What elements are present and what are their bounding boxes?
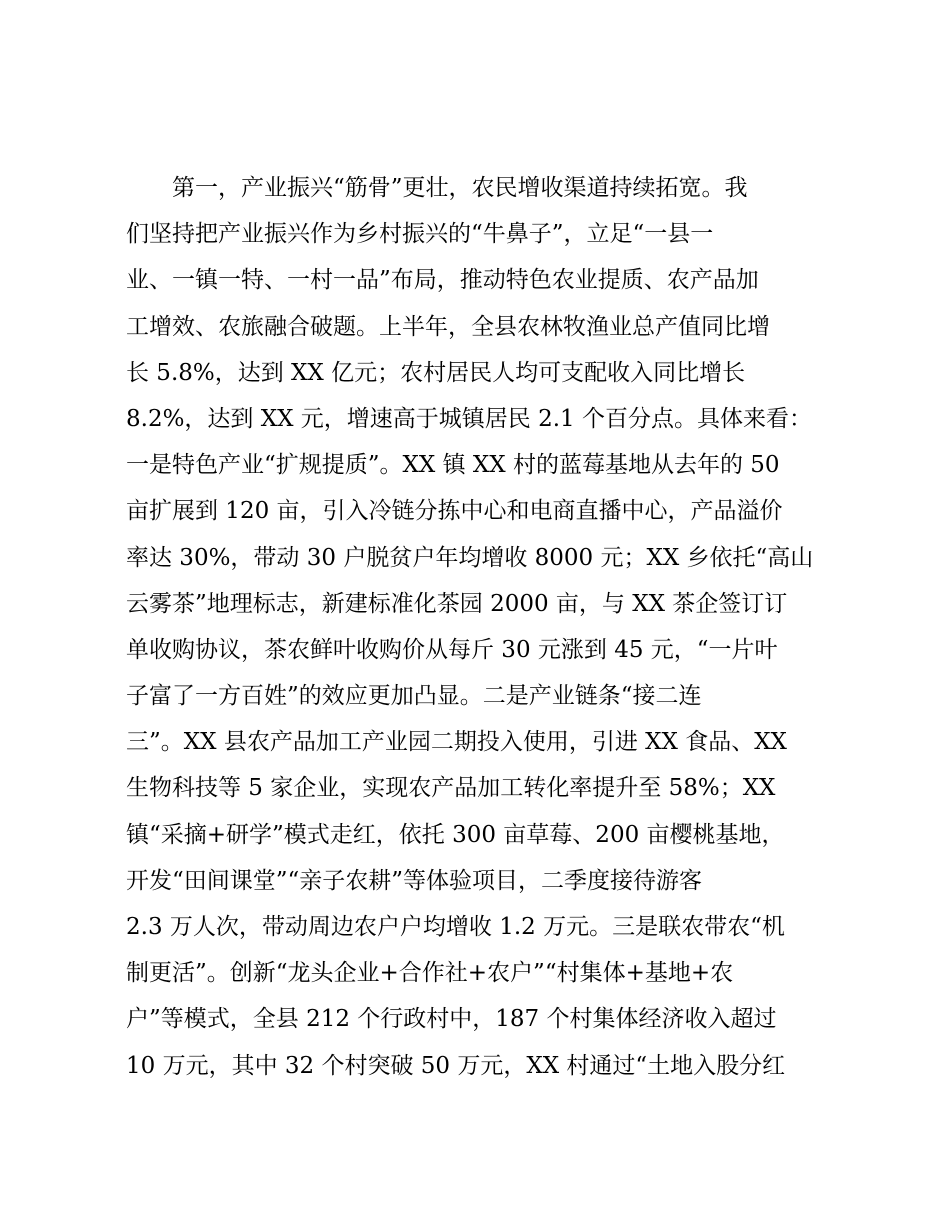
text-line: 生物科技等 5 家企业，实现农产品加工转化率提升至 58%；XX [126,775,776,802]
text-line: 率达 30%，带动 30 户脱贫户年均增收 8000 元；XX 乡依托“高山 [126,544,814,571]
text-line: 开发“田间课堂”“亲子农耕”等体验项目，二季度接待游客 [126,867,703,894]
text-line: 镇“采摘+研学”模式走红，依托 300 亩草莓、200 亩樱桃基地， [126,821,785,848]
text-line: 亩扩展到 120 亩，引入冷链分拣中心和电商直播中心，产品溢价 [126,498,783,525]
text-line: 三”。XX 县农产品加工产业园二期投入使用，引进 XX 食品、XX [126,729,787,756]
text-line: 一是特色产业“扩规提质”。XX 镇 XX 村的蓝莓基地从去年的 50 [126,452,780,479]
text-line: 8.2%，达到 XX 元，增速高于城镇居民 2.1 个百分点。具体来看： [126,405,813,432]
text-line: 业、一镇一特、一村一品”布局，推动特色农业提质、农产品加 [126,267,759,294]
text-line: 单收购协议，茶农鲜叶收购价从每斤 30 元涨到 45 元，“一片叶 [126,636,778,663]
text-line: 10 万元，其中 32 个村突破 50 万元，XX 村通过“土地入股分红 [126,1052,786,1079]
text-line: 工增效、农旅融合破题。上半年，全县农林牧渔业总产值同比增 [126,313,770,340]
text-line: 云雾茶”地理标志，新建标准化茶园 2000 亩，与 XX 茶企签订订 [126,590,788,617]
text-line: 第一，产业振兴“筋骨”更壮，农民增收渠道持续拓宽。我 [126,175,748,201]
body-paragraph [126,165,826,1089]
text-line: 长 5.8%，达到 XX 亿元；农村居民人均可支配收入同比增长 [126,359,746,386]
text-line: 户”等模式，全县 212 个行政村中，187 个村集体经济收入超过 [126,1006,777,1033]
text-line: 制更活”。创新“龙头企业+合作社+农户”“村集体+基地+农 [126,960,734,987]
text-line: 子富了一方百姓”的效应更加凸显。二是产业链条“接二连 [126,683,702,710]
text-line: 们坚持把产业振兴作为乡村振兴的“牛鼻子”，立足“一县一 [126,221,714,248]
text-line: 2.3 万人次，带动周边农户户均增收 1.2 万元。三是联农带农“机 [126,914,785,940]
